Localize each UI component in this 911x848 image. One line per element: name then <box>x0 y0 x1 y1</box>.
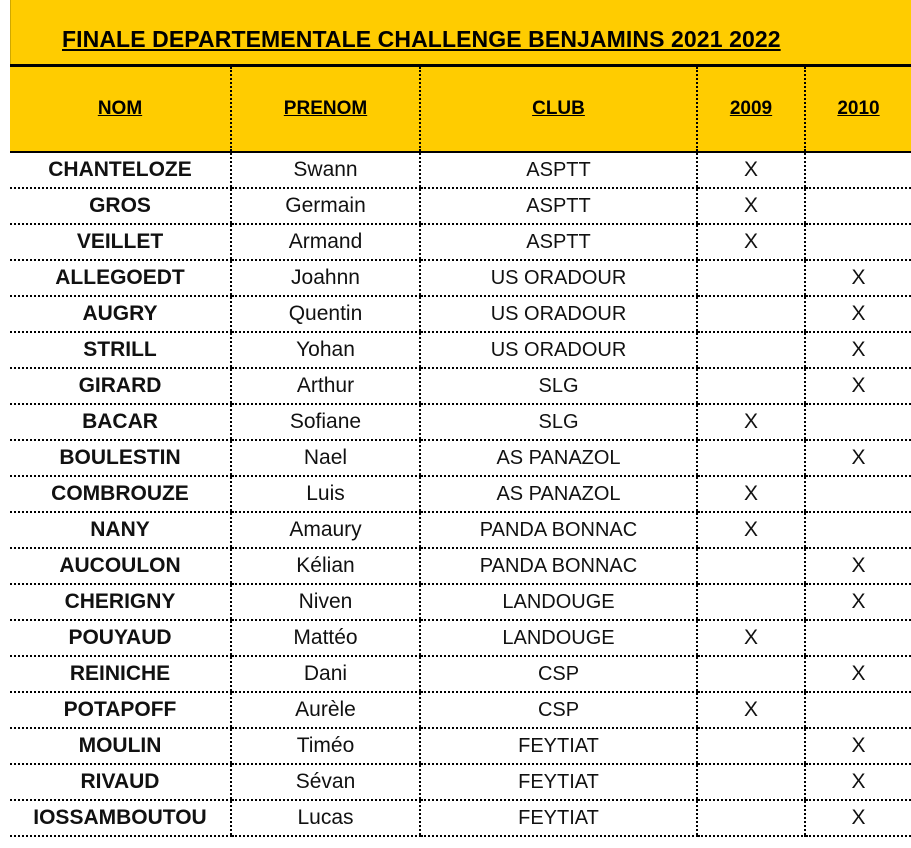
cell-club: AS PANAZOL <box>420 476 697 512</box>
table-row <box>10 224 911 260</box>
cell-2009 <box>697 260 805 296</box>
header-row <box>10 67 911 152</box>
cell-club: LANDOUGE <box>420 584 697 620</box>
table-row <box>10 296 911 332</box>
cell-2010: X <box>805 260 911 296</box>
cell-club: ASPTT <box>420 188 697 224</box>
cell-nom: RIVAUD <box>10 764 231 800</box>
table-row <box>10 728 911 764</box>
cell-2010: X <box>805 728 911 764</box>
cell-2010: X <box>805 332 911 368</box>
cell-nom: BACAR <box>10 404 231 440</box>
cell-club: US ORADOUR <box>420 260 697 296</box>
cell-2009 <box>697 728 805 764</box>
cell-nom: NANY <box>10 512 231 548</box>
cell-2009: X <box>697 620 805 656</box>
cell-nom: ALLEGOEDT <box>10 260 231 296</box>
header-club: CLUB <box>420 67 697 152</box>
cell-2010 <box>805 476 911 512</box>
cell-2009: X <box>697 404 805 440</box>
table-row <box>10 368 911 404</box>
cell-club: LANDOUGE <box>420 620 697 656</box>
cell-prenom: Quentin <box>231 296 420 332</box>
cell-2009 <box>697 800 805 836</box>
page-title: FINALE DEPARTEMENTALE CHALLENGE BENJAMINS 2021 2022 <box>62 26 781 52</box>
cell-club: US ORADOUR <box>420 296 697 332</box>
cell-club: SLG <box>420 368 697 404</box>
cell-2010: X <box>805 656 911 692</box>
table-row <box>10 512 911 548</box>
cell-2010: X <box>805 440 911 476</box>
cell-prenom: Lucas <box>231 800 420 836</box>
cell-nom: GROS <box>10 188 231 224</box>
table-row <box>10 548 911 584</box>
cell-nom: MOULIN <box>10 728 231 764</box>
cell-prenom: Luis <box>231 476 420 512</box>
cell-prenom: Joahnn <box>231 260 420 296</box>
cell-nom: COMBROUZE <box>10 476 231 512</box>
cell-2009: X <box>697 512 805 548</box>
cell-prenom: Dani <box>231 656 420 692</box>
cell-prenom: Mattéo <box>231 620 420 656</box>
cell-2010: X <box>805 296 911 332</box>
cell-2009: X <box>697 152 805 188</box>
cell-2010 <box>805 512 911 548</box>
cell-nom: BOULESTIN <box>10 440 231 476</box>
cell-club: FEYTIAT <box>420 764 697 800</box>
header-nom: NOM <box>10 67 231 152</box>
cell-prenom: Kélian <box>231 548 420 584</box>
cell-2009 <box>697 764 805 800</box>
cell-2009: X <box>697 188 805 224</box>
table-row <box>10 476 911 512</box>
cell-club: AS PANAZOL <box>420 440 697 476</box>
header-2009: 2009 <box>697 67 805 152</box>
cell-nom: CHANTELOZE <box>10 152 231 188</box>
results-table <box>10 67 911 837</box>
cell-2009 <box>697 548 805 584</box>
cell-2009 <box>697 296 805 332</box>
cell-nom: STRILL <box>10 332 231 368</box>
cell-club: FEYTIAT <box>420 728 697 764</box>
table-row <box>10 656 911 692</box>
cell-2010 <box>805 224 911 260</box>
cell-nom: REINICHE <box>10 656 231 692</box>
cell-prenom: Sévan <box>231 764 420 800</box>
cell-prenom: Yohan <box>231 332 420 368</box>
cell-2010: X <box>805 548 911 584</box>
cell-2009: X <box>697 476 805 512</box>
cell-nom: GIRARD <box>10 368 231 404</box>
cell-nom: VEILLET <box>10 224 231 260</box>
header-2010: 2010 <box>805 67 911 152</box>
table-header <box>10 67 911 152</box>
cell-nom: CHERIGNY <box>10 584 231 620</box>
table-row <box>10 620 911 656</box>
table-row <box>10 188 911 224</box>
cell-prenom: Timéo <box>231 728 420 764</box>
cell-club: PANDA BONNAC <box>420 548 697 584</box>
header-prenom: PRENOM <box>231 67 420 152</box>
cell-nom: POUYAUD <box>10 620 231 656</box>
table-row <box>10 332 911 368</box>
cell-prenom: Aurèle <box>231 692 420 728</box>
cell-2009: X <box>697 692 805 728</box>
cell-nom: IOSSAMBOUTOU <box>10 800 231 836</box>
cell-2009 <box>697 656 805 692</box>
cell-2010: X <box>805 584 911 620</box>
cell-club: PANDA BONNAC <box>420 512 697 548</box>
cell-2010 <box>805 620 911 656</box>
cell-prenom: Amaury <box>231 512 420 548</box>
table-body <box>10 152 911 836</box>
cell-club: CSP <box>420 656 697 692</box>
table-row <box>10 584 911 620</box>
table-row <box>10 692 911 728</box>
cell-2010: X <box>805 800 911 836</box>
cell-2010 <box>805 152 911 188</box>
table-row <box>10 440 911 476</box>
cell-prenom: Nael <box>231 440 420 476</box>
cell-nom: POTAPOFF <box>10 692 231 728</box>
cell-2010 <box>805 692 911 728</box>
cell-prenom: Arthur <box>231 368 420 404</box>
cell-2009 <box>697 332 805 368</box>
cell-club: ASPTT <box>420 152 697 188</box>
cell-2010: X <box>805 764 911 800</box>
cell-nom: AUGRY <box>10 296 231 332</box>
cell-2009: X <box>697 224 805 260</box>
cell-club: ASPTT <box>420 224 697 260</box>
cell-prenom: Sofiane <box>231 404 420 440</box>
table-row <box>10 404 911 440</box>
cell-club: FEYTIAT <box>420 800 697 836</box>
cell-prenom: Swann <box>231 152 420 188</box>
table-row <box>10 152 911 188</box>
cell-club: CSP <box>420 692 697 728</box>
cell-prenom: Niven <box>231 584 420 620</box>
cell-2010 <box>805 404 911 440</box>
cell-prenom: Germain <box>231 188 420 224</box>
cell-2010 <box>805 188 911 224</box>
cell-club: SLG <box>420 404 697 440</box>
table-row <box>10 764 911 800</box>
table-row <box>10 260 911 296</box>
cell-2009 <box>697 584 805 620</box>
cell-club: US ORADOUR <box>420 332 697 368</box>
cell-2010: X <box>805 368 911 404</box>
cell-prenom: Armand <box>231 224 420 260</box>
cell-nom: AUCOULON <box>10 548 231 584</box>
cell-2009 <box>697 368 805 404</box>
table-row <box>10 800 911 836</box>
cell-2009 <box>697 440 805 476</box>
